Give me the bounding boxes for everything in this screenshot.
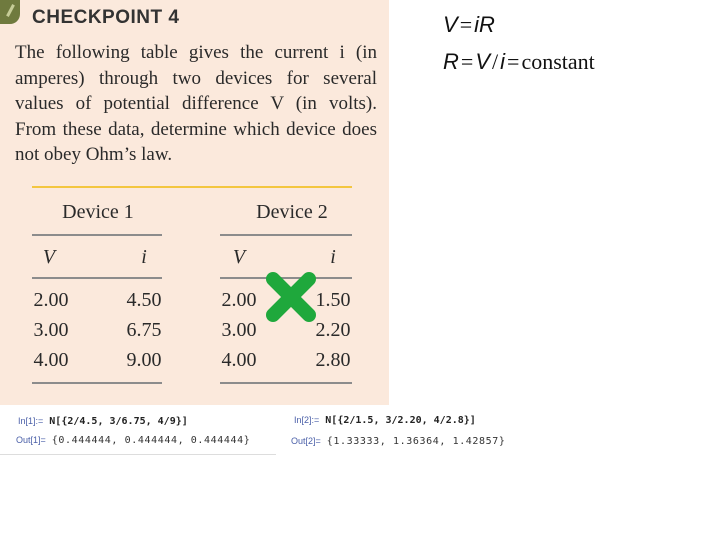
input-label: In[1]:= [18, 416, 44, 426]
device1-header: Device 1 [62, 201, 134, 223]
formula-var: R [479, 12, 495, 37]
table-cell: 3.00 [33, 319, 69, 341]
input-code: N[{2/4.5, 3/6.75, 4/9}] [49, 416, 188, 427]
formula-equals: = [459, 12, 473, 37]
output-label: Out[2]= [291, 436, 321, 446]
checkpoint-badge-icon [0, 0, 20, 24]
table-cell: 2.80 [315, 349, 351, 371]
formula-ohms-law [443, 12, 495, 38]
formula-var: V [475, 49, 490, 74]
device2-header: Device 2 [256, 201, 328, 223]
formula-var: R [443, 49, 459, 74]
output-label: Out[1]= [16, 435, 46, 445]
formula-var: i [500, 49, 506, 74]
table-cell: 2.20 [315, 319, 351, 341]
formula-resistance [443, 49, 595, 75]
device1-col-v: V [42, 246, 56, 268]
formula-var: i [474, 12, 479, 37]
table-cell: 1.50 [315, 289, 351, 311]
table-cell: 2.00 [221, 289, 257, 311]
mathematica-output-1 [16, 435, 250, 446]
formula-slash: / [492, 49, 499, 74]
device2-header-rule [220, 234, 352, 236]
table-cell: 2.00 [33, 289, 69, 311]
formula-var: V [443, 12, 458, 37]
checkpoint-question: The following table gives the current i (in amperes) through two devices for several values of potential difference V (in volts). From these data, determine which device does not obey Ohm’s law. [15, 42, 377, 165]
device1-col-rule [32, 277, 162, 279]
formula-equals: = [507, 49, 520, 74]
device2-col-i: i [330, 246, 336, 268]
output-value: {0.444444, 0.444444, 0.444444} [51, 435, 251, 446]
input-label: In[2]:= [294, 415, 320, 425]
table-cell: 6.75 [126, 319, 162, 341]
mathematica-input-2 [294, 415, 476, 426]
input-code: N[{2/1.5, 3/2.20, 4/2.8}] [325, 415, 476, 426]
device2-col-v: V [232, 246, 246, 268]
mathematica-input-1 [18, 416, 188, 427]
mathematica-output-2 [291, 436, 506, 447]
table-cell: 9.00 [126, 349, 162, 371]
table-cell: 3.00 [221, 319, 257, 341]
cell-divider [0, 454, 276, 455]
table-top-rule [32, 186, 352, 188]
device1-bottom-rule [32, 382, 162, 384]
formula-equals: = [460, 49, 474, 74]
table-cell: 4.00 [33, 349, 69, 371]
checkpoint-title: CHECKPOINT 4 [32, 7, 180, 28]
output-value: {1.33333, 1.36364, 1.42857} [326, 436, 506, 447]
table-cell: 4.00 [221, 349, 257, 371]
device1-col-i: i [141, 246, 147, 268]
x-mark-icon [264, 270, 318, 324]
checkpoint-panel [0, 0, 389, 405]
device2-bottom-rule [220, 382, 352, 384]
device1-header-rule [32, 234, 162, 236]
formula-constant: constant [521, 49, 595, 74]
table-cell: 4.50 [126, 289, 162, 311]
